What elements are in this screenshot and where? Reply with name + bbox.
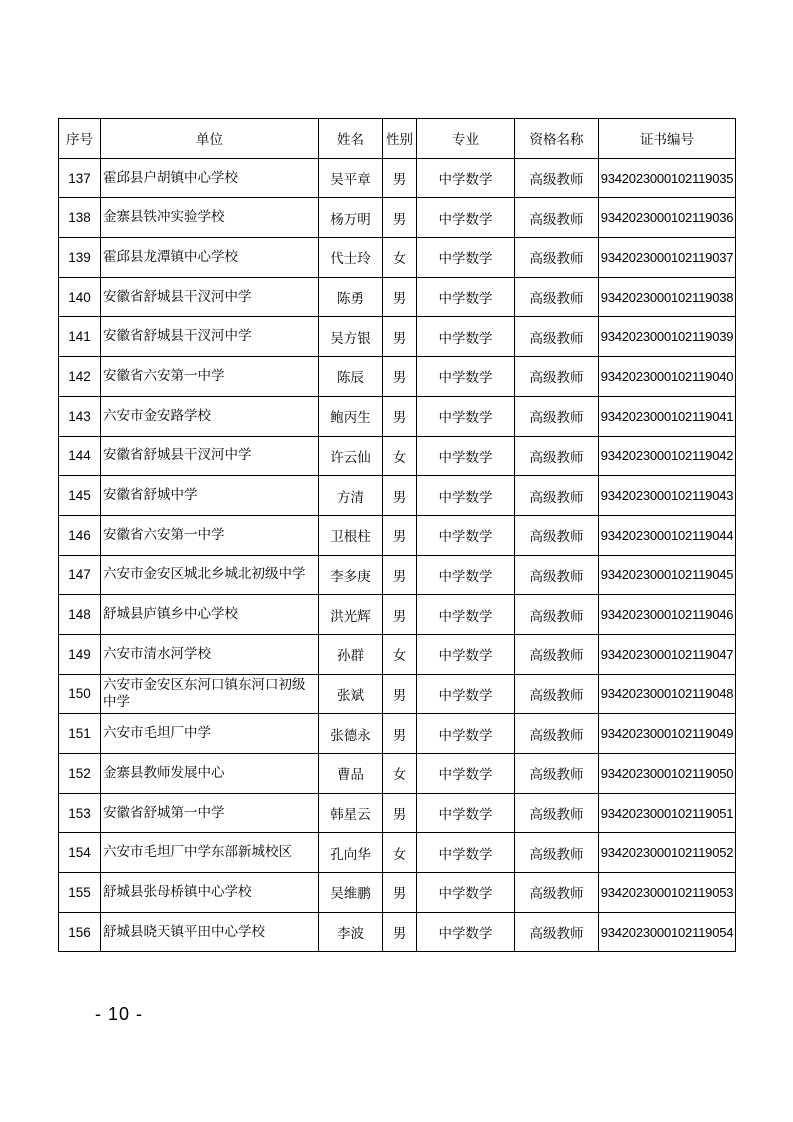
cell-seq: 141 [59,317,101,357]
cell-major: 中学数学 [417,357,515,397]
header-unit: 单位 [101,119,319,159]
cell-cert: 9342023000102119042 [599,436,736,476]
cell-seq: 142 [59,357,101,397]
cell-unit: 安徽省舒城县干汊河中学 [101,277,319,317]
cell-qualification: 高级教师 [515,436,599,476]
cell-gender: 女 [383,833,417,873]
cell-unit: 霍邱县龙潭镇中心学校 [101,238,319,278]
cell-qualification: 高级教师 [515,476,599,516]
cell-unit: 舒城县庐镇乡中心学校 [101,595,319,635]
cell-name: 许云仙 [319,436,383,476]
cell-gender: 男 [383,198,417,238]
cell-cert: 9342023000102119045 [599,555,736,595]
table-row [59,793,736,833]
cell-gender: 男 [383,873,417,913]
cell-gender: 男 [383,317,417,357]
table-row [59,634,736,674]
table-row [59,277,736,317]
header-cert: 证书编号 [599,119,736,159]
cell-major: 中学数学 [417,912,515,952]
table-row [59,158,736,198]
table-row [59,555,736,595]
cell-unit: 舒城县张母桥镇中心学校 [101,873,319,913]
table-row [59,238,736,278]
cell-major: 中学数学 [417,674,515,714]
cell-unit: 安徽省六安第一中学 [101,515,319,555]
table-row [59,674,736,714]
cell-gender: 男 [383,396,417,436]
cell-name: 卫根柱 [319,515,383,555]
cell-seq: 154 [59,833,101,873]
cell-unit: 安徽省舒城中学 [101,476,319,516]
cell-seq: 143 [59,396,101,436]
cell-gender: 男 [383,912,417,952]
cell-gender: 男 [383,515,417,555]
cell-seq: 145 [59,476,101,516]
cell-name: 杨万明 [319,198,383,238]
cell-qualification: 高级教师 [515,873,599,913]
cell-qualification: 高级教师 [515,595,599,635]
page-number: - 10 - [95,1004,144,1024]
table-row [59,515,736,555]
cell-unit: 六安市毛坦厂中学 [101,714,319,754]
cell-cert: 9342023000102119054 [599,912,736,952]
cell-seq: 147 [59,555,101,595]
cell-unit: 六安市清水河学校 [101,634,319,674]
cell-seq: 155 [59,873,101,913]
cell-gender: 男 [383,357,417,397]
cell-gender: 女 [383,238,417,278]
table-row [59,754,736,794]
table-row [59,714,736,754]
cell-unit: 霍邱县户胡镇中心学校 [101,158,319,198]
cell-unit: 安徽省舒城县干汊河中学 [101,317,319,357]
cell-qualification: 高级教师 [515,674,599,714]
table-row [59,833,736,873]
cell-seq: 144 [59,436,101,476]
header-seq: 序号 [59,119,101,159]
cell-cert: 9342023000102119050 [599,754,736,794]
cell-seq: 138 [59,198,101,238]
cell-major: 中学数学 [417,873,515,913]
cell-unit: 六安市毛坦厂中学东部新城校区 [101,833,319,873]
cell-seq: 139 [59,238,101,278]
table-row [59,476,736,516]
cell-major: 中学数学 [417,277,515,317]
cell-cert: 9342023000102119053 [599,873,736,913]
table-row [59,873,736,913]
cell-name: 李多庚 [319,555,383,595]
cell-qualification: 高级教师 [515,912,599,952]
cell-name: 孔向华 [319,833,383,873]
cell-name: 曹品 [319,754,383,794]
cell-seq: 151 [59,714,101,754]
cell-cert: 9342023000102119048 [599,674,736,714]
cell-cert: 9342023000102119049 [599,714,736,754]
cell-gender: 男 [383,476,417,516]
cell-seq: 140 [59,277,101,317]
cell-qualification: 高级教师 [515,634,599,674]
cell-major: 中学数学 [417,515,515,555]
cell-major: 中学数学 [417,158,515,198]
cell-major: 中学数学 [417,634,515,674]
cell-gender: 男 [383,158,417,198]
cell-unit: 安徽省六安第一中学 [101,357,319,397]
cell-unit: 六安市金安区东河口镇东河口初级中学 [101,674,319,714]
cell-name: 李波 [319,912,383,952]
cell-major: 中学数学 [417,436,515,476]
cell-unit: 安徽省舒城第一中学 [101,793,319,833]
table-body [59,158,736,952]
cell-major: 中学数学 [417,198,515,238]
cell-major: 中学数学 [417,396,515,436]
cell-gender: 男 [383,793,417,833]
table-row [59,595,736,635]
cell-gender: 男 [383,714,417,754]
cell-cert: 9342023000102119041 [599,396,736,436]
cell-unit: 金寨县教师发展中心 [101,754,319,794]
cell-cert: 9342023000102119036 [599,198,736,238]
cell-cert: 9342023000102119052 [599,833,736,873]
cell-qualification: 高级教师 [515,515,599,555]
cell-unit: 安徽省舒城县干汊河中学 [101,436,319,476]
cell-seq: 152 [59,754,101,794]
cell-name: 张斌 [319,674,383,714]
cell-name: 陈辰 [319,357,383,397]
cell-name: 洪光辉 [319,595,383,635]
cell-major: 中学数学 [417,714,515,754]
cell-seq: 137 [59,158,101,198]
cell-cert: 9342023000102119039 [599,317,736,357]
cell-unit: 六安市金安路学校 [101,396,319,436]
cell-cert: 9342023000102119046 [599,595,736,635]
cell-cert: 9342023000102119038 [599,277,736,317]
table-row [59,396,736,436]
cell-qualification: 高级教师 [515,158,599,198]
cell-major: 中学数学 [417,595,515,635]
cell-gender: 男 [383,674,417,714]
cell-gender: 女 [383,436,417,476]
cell-seq: 150 [59,674,101,714]
cell-qualification: 高级教师 [515,555,599,595]
cell-qualification: 高级教师 [515,357,599,397]
cell-qualification: 高级教师 [515,754,599,794]
cell-qualification: 高级教师 [515,793,599,833]
cell-cert: 9342023000102119047 [599,634,736,674]
cell-name: 吴维鹏 [319,873,383,913]
cell-cert: 9342023000102119037 [599,238,736,278]
cell-name: 代士玲 [319,238,383,278]
table-row [59,317,736,357]
cell-cert: 9342023000102119043 [599,476,736,516]
cell-name: 孙群 [319,634,383,674]
cell-major: 中学数学 [417,476,515,516]
cell-seq: 156 [59,912,101,952]
cell-major: 中学数学 [417,833,515,873]
table-row [59,436,736,476]
cell-major: 中学数学 [417,317,515,357]
cell-qualification: 高级教师 [515,833,599,873]
cell-major: 中学数学 [417,754,515,794]
teacher-qualification-table [58,118,736,952]
cell-seq: 153 [59,793,101,833]
table-header-row [59,119,736,159]
header-major: 专业 [417,119,515,159]
cell-qualification: 高级教师 [515,238,599,278]
cell-cert: 9342023000102119035 [599,158,736,198]
cell-seq: 148 [59,595,101,635]
table-row [59,912,736,952]
cell-major: 中学数学 [417,793,515,833]
cell-cert: 9342023000102119040 [599,357,736,397]
cell-qualification: 高级教师 [515,396,599,436]
cell-major: 中学数学 [417,238,515,278]
cell-name: 鲍丙生 [319,396,383,436]
cell-cert: 9342023000102119051 [599,793,736,833]
cell-name: 陈勇 [319,277,383,317]
cell-gender: 男 [383,555,417,595]
cell-qualification: 高级教师 [515,198,599,238]
cell-name: 吴平章 [319,158,383,198]
table-row [59,357,736,397]
cell-gender: 女 [383,634,417,674]
cell-unit: 舒城县晓天镇平田中心学校 [101,912,319,952]
cell-gender: 男 [383,595,417,635]
cell-seq: 149 [59,634,101,674]
header-gender: 性别 [383,119,417,159]
cell-qualification: 高级教师 [515,317,599,357]
cell-unit: 六安市金安区城北乡城北初级中学 [101,555,319,595]
header-qualification: 资格名称 [515,119,599,159]
cell-name: 韩星云 [319,793,383,833]
cell-gender: 男 [383,277,417,317]
cell-major: 中学数学 [417,555,515,595]
header-name: 姓名 [319,119,383,159]
table-row [59,198,736,238]
cell-gender: 女 [383,754,417,794]
cell-name: 张德永 [319,714,383,754]
cell-unit: 金寨县铁冲实验学校 [101,198,319,238]
cell-qualification: 高级教师 [515,277,599,317]
cell-name: 吴方银 [319,317,383,357]
cell-qualification: 高级教师 [515,714,599,754]
cell-seq: 146 [59,515,101,555]
cell-cert: 9342023000102119044 [599,515,736,555]
cell-name: 方清 [319,476,383,516]
